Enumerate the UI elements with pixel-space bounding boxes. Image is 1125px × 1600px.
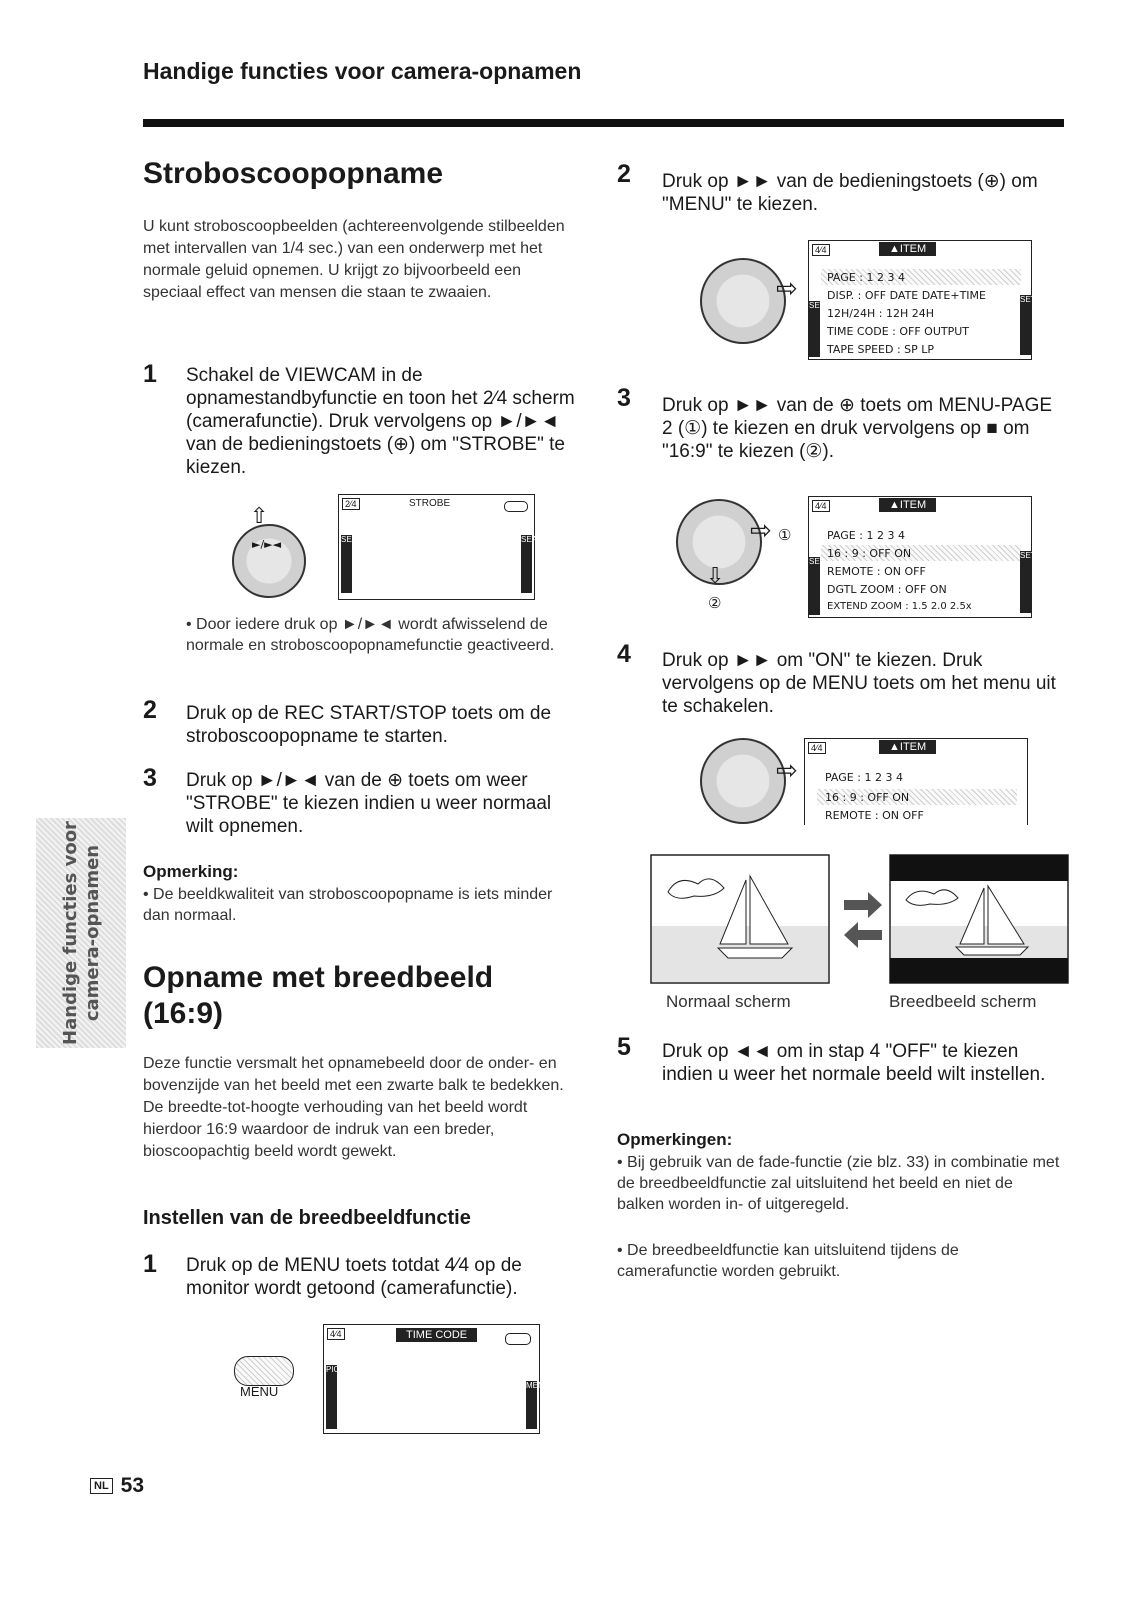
menu2-row-page: PAGE : 1 2 3 4 [827, 529, 905, 542]
menu1-row-disp: DISP. : OFF DATE DATE+TIME [827, 289, 986, 302]
menu-screen [323, 1324, 550, 1434]
section-title-wide: Opname met breedbeeld (16:9) [143, 961, 494, 1030]
wide-screen-image [890, 855, 1068, 983]
right-step3-text: Druk op ►► van de ⊕ toets om MENU-PAGE 2 (①) te kiezen en druk vervolgens op ■ om "16:9" te kiezen (②). [662, 395, 1053, 462]
strobe-intro: U kunt stroboscoopbeelden (achtereenvolgende stilbeelden met intervallen van 1/4 sec.) van een onderwerp met het normale geluid opnemen. U krijgt zo bijvoorbeeld een speciaal effect van mensen die staan te zwaaien. [143, 218, 565, 301]
menu-diagram-2 [676, 494, 1036, 624]
item-tag: ▲ITEM [879, 498, 936, 512]
page-indicator: 4⁄4 [812, 500, 830, 512]
menu2-row-extendzoom: EXTEND ZOOM : 1.5 2.0 2.5x [827, 601, 972, 612]
right-set-bar: SET [1020, 551, 1031, 613]
control-dial-icon [700, 738, 786, 824]
menu-screen-1 [808, 240, 1036, 360]
page-footer [90, 1474, 144, 1498]
item-tag: ▲ITEM [879, 242, 936, 256]
control-dial-icon [232, 524, 306, 598]
menu-screen-3 [804, 738, 1028, 825]
menu2-row-remote: REMOTE : ON OFF [827, 565, 926, 578]
right-arrow-icon: ⇨ [776, 756, 798, 786]
page-indicator: 2⁄4 [342, 498, 360, 510]
menu-bar: MENU [526, 1381, 537, 1429]
wide-intro: Deze functie versmalt het opnamebeeld door de onder- en bovenzijde van het beeld met een zwarte balk te bedekken. De breedte-tot-hoogte verhouding van het beeld wordt hierdoor 16:9 waardoor de indruk van een breder, bioscoopachtig beeld wordt gewekt. [143, 1055, 564, 1160]
arrows-icon [844, 892, 882, 948]
wide-subheading: Instellen van de breedbeeldfunctie [143, 1207, 471, 1229]
left-set-bar: SET [809, 557, 820, 615]
menu1-row-tapespeed: TAPE SPEED : SP LP [827, 343, 935, 356]
left-set-bar: SET [809, 301, 820, 357]
right-set-bar: SET [1020, 295, 1031, 355]
left-search-bar: SEARCH [341, 535, 352, 593]
right-step4-number: 4 [617, 640, 631, 668]
strobe-step1-text: Schakel de VIEWCAM in de opnamestandbyfunctie en toon het 2⁄4 scherm (camerafunctie). Druk vervolgens op ►/►◄ van de bedieningstoets (⊕) om "STROBE" te kiezen. [186, 365, 575, 478]
right-arrow-icon: ⇨ [776, 274, 798, 304]
menu1-row-page: PAGE : 1 2 3 4 [827, 271, 905, 284]
menu-diagram [228, 1320, 548, 1440]
right-step5-number: 5 [617, 1033, 631, 1061]
tape-icon [504, 501, 528, 512]
notes-heading: Opmerkingen: [617, 1130, 733, 1149]
menu3-row-169: 16 : 9 : OFF ON [825, 791, 910, 804]
header-rule [143, 119, 1064, 127]
strobe-note-heading: Opmerking: [143, 862, 239, 881]
item-tag: ▲ITEM [879, 740, 936, 754]
play-pause-icon: ►/►◄ [252, 538, 282, 551]
note-1: • Bij gebruik van de fade-functie (zie blz. 33) in combinatie met de breedbeeldfunctie zal uitsluitend het beeld en niet de balken worden in- of uitgeregeld. [617, 1154, 1060, 1213]
menu3-row-remote: REMOTE : ON OFF [825, 809, 924, 822]
strobe-step2-number: 2 [143, 696, 157, 724]
wide-step1-number: 1 [143, 1250, 157, 1278]
strobe-note-text: • De beeldkwaliteit van stroboscoopopname is iets minder dan normaal. [143, 886, 553, 924]
menu2-row-169: 16 : 9 : OFF ON [827, 547, 912, 560]
callout-1: ① [778, 527, 792, 544]
strobe-step3-number: 3 [143, 764, 157, 792]
right-step5-text: Druk op ◄◄ om in stap 4 "OFF" te kiezen indien u weer het normale beeld wilt instellen. [662, 1041, 1046, 1085]
menu1-row-12h: 12H/24H : 12H 24H [827, 307, 934, 320]
menu2-row-dgtlzoom: DGTL ZOOM : OFF ON [827, 583, 947, 596]
menu3-row-page: PAGE : 1 2 3 4 [825, 771, 903, 784]
down-arrow-icon: ⇩ [706, 564, 725, 589]
strobe-step2-text: Druk op de REC START/STOP toets om de stroboscoopopname te starten. [186, 703, 552, 747]
right-search-bar: SEARCH [521, 535, 532, 593]
menu-button-icon [234, 1356, 294, 1386]
wide-step1-text: Druk op de MENU toets totdat 4⁄4 op de monitor wordt getoond (camerafunctie). [186, 1255, 522, 1299]
page-indicator: 4⁄4 [327, 1328, 345, 1340]
language-badge: NL [90, 1478, 113, 1494]
right-step2-number: 2 [617, 160, 631, 188]
section-title-strobe: Stroboscoopopname [143, 157, 444, 190]
strobe-step1-number: 1 [143, 360, 157, 388]
strobe-diagram [228, 494, 555, 606]
side-tab-line1: Handige functies voor [60, 821, 81, 1045]
page-number: 53 [120, 1474, 145, 1497]
caption-normal: Normaal scherm [666, 992, 791, 1011]
strobe-label: STROBE [409, 498, 451, 509]
page-header-title: Handige functies voor camera-opnamen [143, 58, 582, 84]
menu-button-label: MENU [240, 1384, 279, 1399]
strobe-screen [338, 494, 555, 600]
picture-bar: PICTURE [326, 1365, 337, 1429]
side-tab-line2: camera-opnamen [82, 844, 103, 1022]
menu1-row-timecode: TIME CODE : OFF OUTPUT [827, 325, 970, 338]
right-step3-number: 3 [617, 384, 631, 412]
normal-screen-image [651, 855, 829, 983]
right-step2-text: Druk op ►► van de bedieningstoets (⊕) om "MENU" te kiezen. [662, 171, 1038, 215]
right-arrow-icon: ⇨ [750, 516, 772, 546]
menu-screen-2 [808, 496, 1036, 618]
up-arrow-icon: ⇧ [250, 504, 269, 529]
side-tab [36, 818, 126, 1048]
strobe-step3-text: Druk op ►/►◄ van de ⊕ toets om weer "STROBE" te kiezen indien u weer normaal wilt opnemen. [186, 770, 552, 837]
strobe-bullet: • Door iedere druk op ►/►◄ wordt afwisselend de normale en stroboscoopopnamefunctie geactiveerd. [186, 616, 555, 654]
normal-vs-wide-illustration [648, 852, 1073, 987]
page-indicator: 4⁄4 [812, 244, 830, 256]
note-2: • De breedbeeldfunctie kan uitsluitend tijdens de camerafunctie worden gebruikt. [617, 1242, 959, 1280]
callout-2: ② [708, 595, 722, 612]
menu-diagram-3 [700, 736, 1035, 826]
menu-diagram-1 [700, 238, 1035, 363]
time-code-tag: TIME CODE [396, 1328, 477, 1342]
caption-wide: Breedbeeld scherm [889, 992, 1037, 1011]
tape-icon [505, 1333, 531, 1345]
right-step4-text: Druk op ►► om "ON" te kiezen. Druk vervolgens op de MENU toets om het menu uit te schakelen. [662, 650, 1056, 717]
page-indicator: 4⁄4 [808, 742, 826, 754]
control-dial-icon [700, 258, 786, 344]
